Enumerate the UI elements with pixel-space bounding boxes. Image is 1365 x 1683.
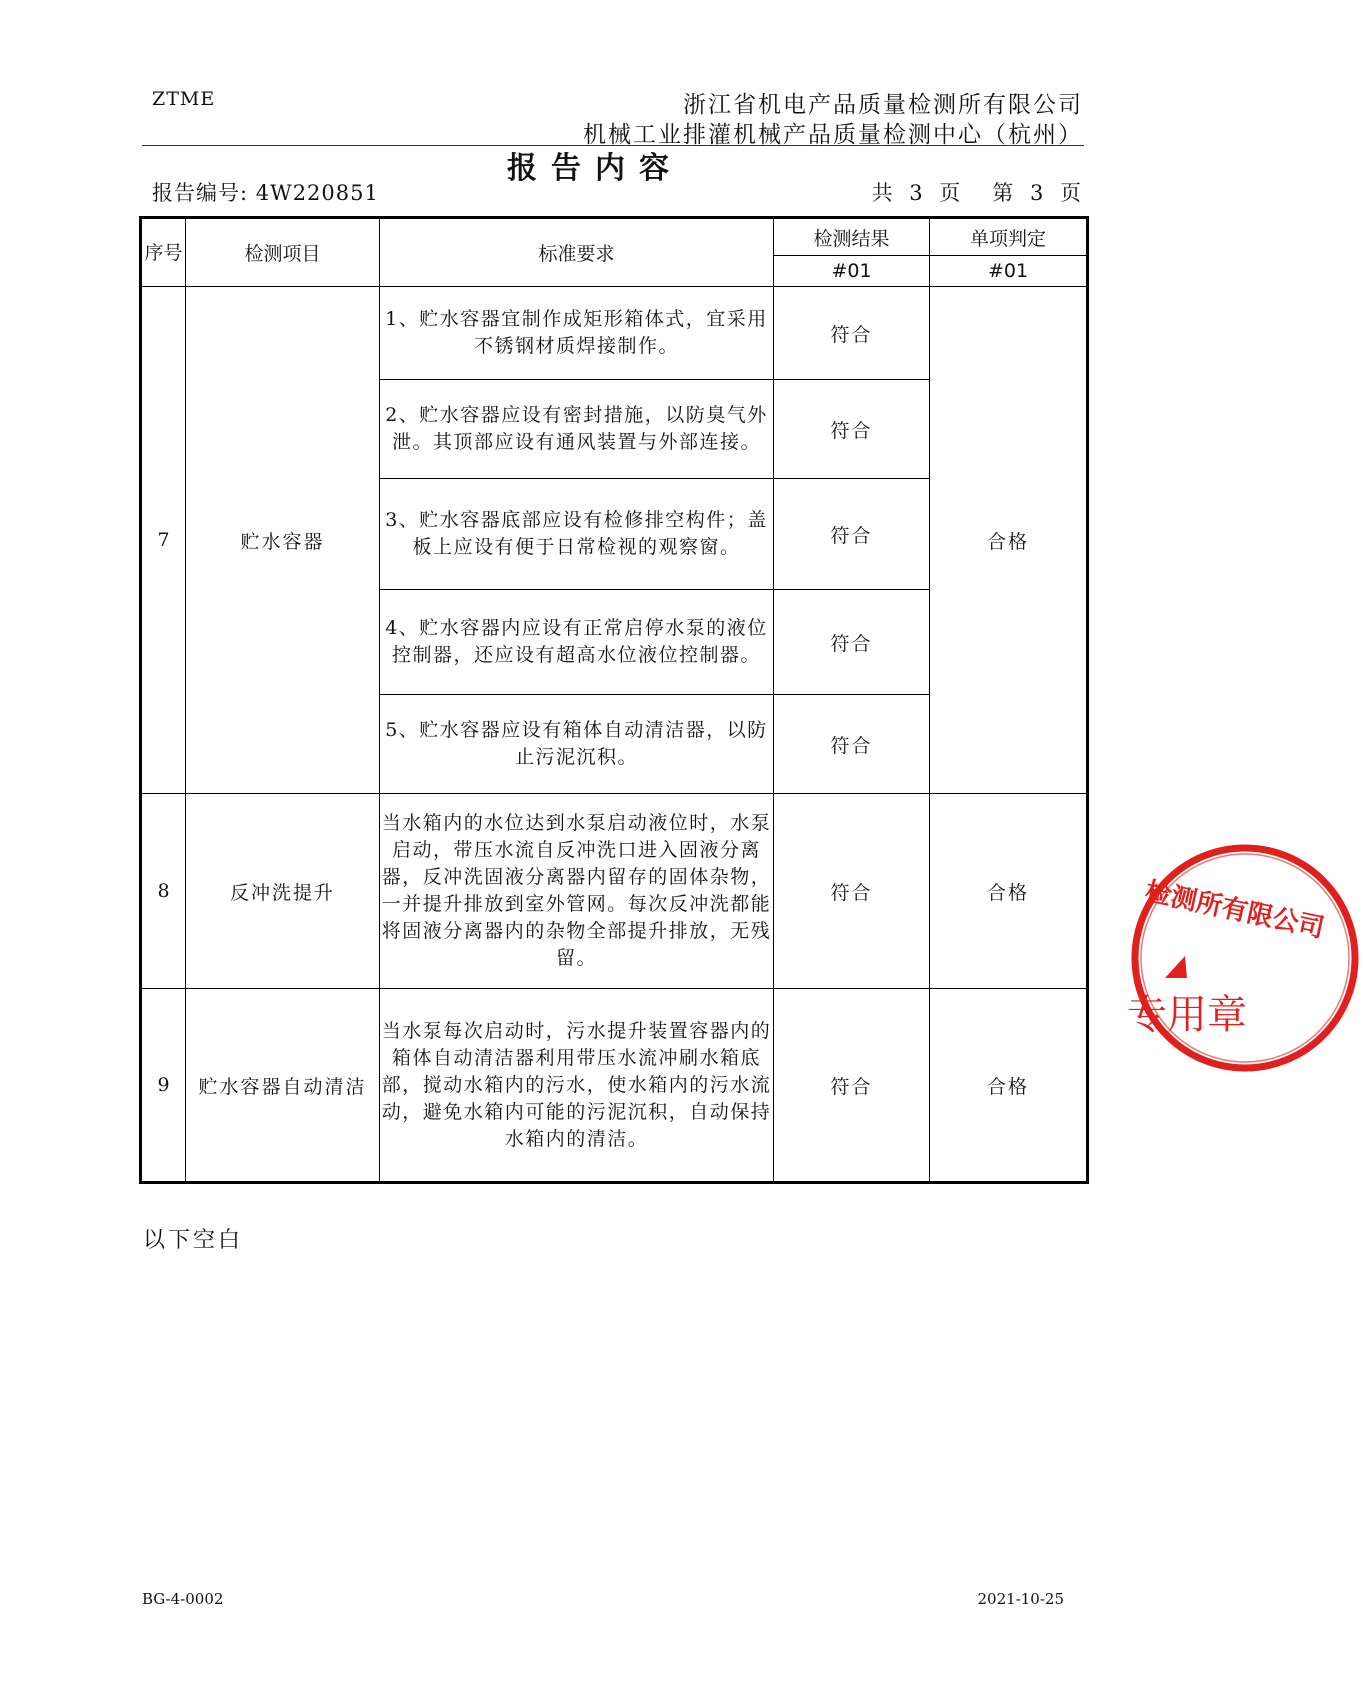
- col-header-result-sample: #01: [774, 256, 930, 287]
- col-header-judgement-sample: #01: [930, 256, 1088, 287]
- col-header-requirement: 标准要求: [380, 218, 774, 287]
- seal-text: 检测所有限公司: [1142, 876, 1327, 944]
- result-cell: 符合: [774, 287, 930, 380]
- judgement-cell: 合格: [930, 287, 1088, 794]
- judgement-cell: 合格: [930, 794, 1088, 989]
- footer-date: 2021-10-25: [977, 1590, 1064, 1608]
- requirement-cell: 当水泵每次启动时，污水提升装置容器内的箱体自动清洁器利用带压水流冲刷水箱底部，搅动水箱内的污水，使水箱内的污水流动，避免水箱内可能的污泥沉积，自动保持水箱内的清洁。: [380, 989, 774, 1183]
- page-indicator: [872, 177, 1083, 207]
- page-total: 共 3 页: [871, 181, 963, 205]
- requirement-cell: 5、贮水容器应设有箱体自动清洁器，以防止污泥沉积。: [380, 695, 774, 794]
- col-header-judgement: 单项判定: [930, 218, 1088, 256]
- table-row: [141, 794, 1088, 989]
- header-code: ZTME: [152, 88, 216, 110]
- requirement-cell: 3、贮水容器底部应设有检修排空构件；盖板上应设有便于日常检视的观察窗。: [380, 479, 774, 590]
- judgement-cell: 合格: [930, 989, 1088, 1183]
- report-number: 报告编号: 4W220851: [152, 181, 379, 205]
- col-header-seq: 序号: [141, 218, 186, 287]
- seal-subtext: 专用章: [1127, 992, 1247, 1038]
- official-seal-icon: [1125, 838, 1365, 1078]
- requirement-cell: 1、贮水容器宜制作成矩形箱体式，宜采用不锈钢材质焊接制作。: [380, 287, 774, 380]
- blank-below-note: 以下空白: [143, 1228, 244, 1253]
- table-row: [141, 989, 1088, 1183]
- col-header-result: 检测结果: [774, 218, 930, 256]
- org-center-name: 机械工业排灌机械产品质量检测中心（杭州）: [583, 122, 1083, 148]
- seq-cell: 8: [141, 794, 186, 989]
- requirement-cell: 当水箱内的水位达到水泵启动液位时，水泵启动，带压水流自反冲洗口进入固液分离器，反冲洗固液分离器内留存的固体杂物，一并提升排放到室外管网。每次反冲洗都能将固液分离器内的杂物全部提升排放，无残留。: [380, 794, 774, 989]
- item-cell: 贮水容器: [186, 287, 380, 794]
- result-cell: 符合: [774, 794, 930, 989]
- table-row: [141, 287, 1088, 380]
- page-current: 第 3 页: [992, 181, 1083, 205]
- seq-cell: 7: [141, 287, 186, 794]
- org-name: 浙江省机电产品质量检测所有限公司: [683, 92, 1083, 118]
- result-cell: 符合: [774, 479, 930, 590]
- result-cell: 符合: [774, 695, 930, 794]
- col-header-item: 检测项目: [186, 218, 380, 287]
- result-cell: 符合: [774, 590, 930, 695]
- report-table: [139, 216, 1089, 1184]
- item-cell: 反冲洗提升: [186, 794, 380, 989]
- result-cell: 符合: [774, 989, 930, 1183]
- requirement-cell: 2、贮水容器应设有密封措施，以防臭气外泄。其顶部应设有通风装置与外部连接。: [380, 380, 774, 479]
- item-cell: 贮水容器自动清洁: [186, 989, 380, 1183]
- page-title: 报告内容: [507, 151, 683, 186]
- seq-cell: 9: [141, 989, 186, 1183]
- form-code: BG-4-0002: [142, 1590, 224, 1608]
- requirement-cell: 4、贮水容器内应设有正常启停水泵的液位控制器，还应设有超高水位液位控制器。: [380, 590, 774, 695]
- result-cell: 符合: [774, 380, 930, 479]
